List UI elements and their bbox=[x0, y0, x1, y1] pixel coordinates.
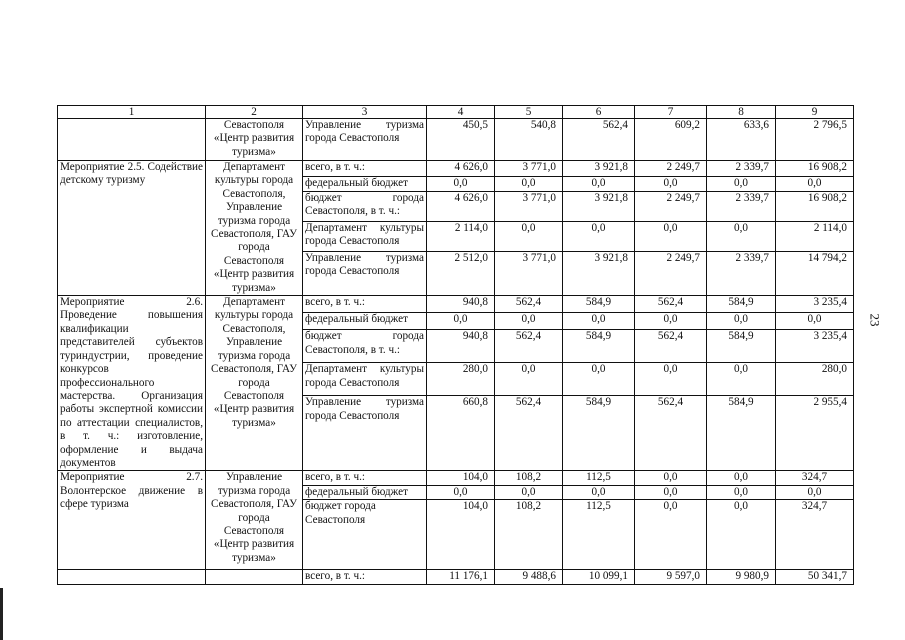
value-cell: 4 626,0 bbox=[427, 192, 495, 222]
value-cell: 0,0 bbox=[495, 363, 563, 396]
source-cell: бюджет города Севастополя bbox=[303, 500, 427, 570]
value-cell: 104,0 bbox=[427, 471, 495, 485]
value-cell: 0,0 bbox=[635, 500, 707, 570]
table-header-row bbox=[58, 106, 854, 119]
value-cell: 633,6 bbox=[707, 119, 776, 161]
source-cell: Департамент культуры города Севастополя bbox=[303, 363, 427, 396]
value-cell: 0,0 bbox=[495, 485, 563, 499]
value-cell: 0,0 bbox=[563, 222, 635, 252]
value-cell: 584,9 bbox=[707, 330, 776, 363]
value-cell: 0,0 bbox=[707, 500, 776, 570]
value-cell: 108,2 bbox=[495, 500, 563, 570]
value-cell: 562,4 bbox=[495, 330, 563, 363]
source-cell: бюджет города Севастополя, в т. ч.: bbox=[303, 192, 427, 222]
value-cell: 0,0 bbox=[776, 485, 854, 499]
value-cell: 2 114,0 bbox=[427, 222, 495, 252]
source-cell: всего, в т. ч.: bbox=[303, 570, 427, 584]
executor-cell bbox=[206, 570, 303, 584]
value-cell: 3 771,0 bbox=[495, 161, 563, 177]
source-cell: федеральный бюджет bbox=[303, 176, 427, 192]
table-row bbox=[58, 161, 854, 177]
source-cell: всего, в т. ч.: bbox=[303, 296, 427, 313]
table-row bbox=[58, 119, 854, 161]
value-cell: 2 955,4 bbox=[776, 396, 854, 471]
value-cell: 280,0 bbox=[427, 363, 495, 396]
value-cell: 3 235,4 bbox=[776, 296, 854, 313]
event-cell: Мероприятие 2.5. Содействие детскому туризму bbox=[58, 161, 206, 296]
value-cell: 562,4 bbox=[635, 396, 707, 471]
value-cell: 0,0 bbox=[707, 485, 776, 499]
value-cell: 3 921,8 bbox=[563, 161, 635, 177]
event-cell: Мероприятие 2.6. Проведение повышения квалификации представителей субъектов туриндустрии, проведение конкурсов профессионального мастерства. Организация работы экспертной комиссии по аттестации специалистов, в т. ч.: изготовление, оформление и выдача документов bbox=[58, 296, 206, 471]
value-cell: 0,0 bbox=[635, 176, 707, 192]
value-cell: 112,5 bbox=[563, 500, 635, 570]
value-cell: 562,4 bbox=[635, 296, 707, 313]
value-cell: 609,2 bbox=[635, 119, 707, 161]
value-cell: 11 176,1 bbox=[427, 570, 495, 584]
value-cell: 660,8 bbox=[427, 396, 495, 471]
value-cell: 16 908,2 bbox=[776, 192, 854, 222]
value-cell: 562,4 bbox=[495, 296, 563, 313]
header-cell: 2 bbox=[206, 106, 303, 119]
value-cell: 3 771,0 bbox=[495, 192, 563, 222]
value-cell: 0,0 bbox=[707, 363, 776, 396]
value-cell: 0,0 bbox=[427, 313, 495, 330]
value-cell: 540,8 bbox=[495, 119, 563, 161]
value-cell: 0,0 bbox=[635, 313, 707, 330]
value-cell: 0,0 bbox=[707, 313, 776, 330]
source-cell: всего, в т. ч.: bbox=[303, 471, 427, 485]
value-cell: 280,0 bbox=[776, 363, 854, 396]
value-cell: 584,9 bbox=[563, 296, 635, 313]
table-total-row bbox=[58, 570, 854, 584]
value-cell: 0,0 bbox=[635, 363, 707, 396]
value-cell: 0,0 bbox=[427, 485, 495, 499]
value-cell: 0,0 bbox=[635, 471, 707, 485]
table-row bbox=[58, 296, 854, 313]
value-cell: 2 249,7 bbox=[635, 192, 707, 222]
value-cell: 0,0 bbox=[707, 471, 776, 485]
source-cell: Управление туризма города Севастополя bbox=[303, 396, 427, 471]
value-cell: 562,4 bbox=[495, 396, 563, 471]
value-cell: 10 099,1 bbox=[563, 570, 635, 584]
value-cell: 3 771,0 bbox=[495, 252, 563, 296]
value-cell: 16 908,2 bbox=[776, 161, 854, 177]
source-cell: Управление туризма города Севастополя bbox=[303, 252, 427, 296]
header-cell: 3 bbox=[303, 106, 427, 119]
value-cell: 0,0 bbox=[707, 222, 776, 252]
value-cell: 3 921,8 bbox=[563, 252, 635, 296]
budget-table bbox=[57, 105, 854, 585]
value-cell: 3 921,8 bbox=[563, 192, 635, 222]
value-cell: 940,8 bbox=[427, 330, 495, 363]
value-cell: 0,0 bbox=[495, 313, 563, 330]
value-cell: 584,9 bbox=[707, 396, 776, 471]
executor-cell: Управление туризма города Севастополя, ГАУ города Севастополя «Центр развития туризма» bbox=[206, 471, 303, 570]
value-cell: 0,0 bbox=[563, 485, 635, 499]
value-cell: 2 796,5 bbox=[776, 119, 854, 161]
value-cell: 584,9 bbox=[563, 396, 635, 471]
value-cell: 14 794,2 bbox=[776, 252, 854, 296]
value-cell: 562,4 bbox=[563, 119, 635, 161]
table-row bbox=[58, 471, 854, 485]
source-cell: бюджет города Севастополя, в т. ч.: bbox=[303, 330, 427, 363]
header-cell: 7 bbox=[635, 106, 707, 119]
value-cell: 0,0 bbox=[635, 485, 707, 499]
header-cell: 4 bbox=[427, 106, 495, 119]
value-cell: 50 341,7 bbox=[776, 570, 854, 584]
source-cell: федеральный бюджет bbox=[303, 313, 427, 330]
value-cell: 9 488,6 bbox=[495, 570, 563, 584]
header-cell: 8 bbox=[707, 106, 776, 119]
event-cell bbox=[58, 570, 206, 584]
value-cell: 0,0 bbox=[776, 313, 854, 330]
source-cell: Управление туризма города Севастополя bbox=[303, 119, 427, 161]
value-cell: 2 339,7 bbox=[707, 192, 776, 222]
scan-edge-mark bbox=[0, 588, 3, 640]
value-cell: 2 339,7 bbox=[707, 161, 776, 177]
source-cell: всего, в т. ч.: bbox=[303, 161, 427, 177]
event-cell bbox=[58, 119, 206, 161]
value-cell: 0,0 bbox=[563, 313, 635, 330]
value-cell: 0,0 bbox=[563, 176, 635, 192]
value-cell: 0,0 bbox=[495, 222, 563, 252]
header-cell: 6 bbox=[563, 106, 635, 119]
value-cell: 0,0 bbox=[495, 176, 563, 192]
value-cell: 562,4 bbox=[635, 330, 707, 363]
value-cell: 2 114,0 bbox=[776, 222, 854, 252]
value-cell: 324,7 bbox=[776, 500, 854, 570]
header-cell: 1 bbox=[58, 106, 206, 119]
value-cell: 9 980,9 bbox=[707, 570, 776, 584]
value-cell: 3 235,4 bbox=[776, 330, 854, 363]
value-cell: 104,0 bbox=[427, 500, 495, 570]
value-cell: 0,0 bbox=[563, 363, 635, 396]
value-cell: 0,0 bbox=[427, 176, 495, 192]
value-cell: 584,9 bbox=[563, 330, 635, 363]
value-cell: 2 339,7 bbox=[707, 252, 776, 296]
source-cell: Департамент культуры города Севастополя bbox=[303, 222, 427, 252]
value-cell: 2 249,7 bbox=[635, 252, 707, 296]
value-cell: 108,2 bbox=[495, 471, 563, 485]
value-cell: 0,0 bbox=[776, 176, 854, 192]
executor-cell: Севастополя «Центр развития туризма» bbox=[206, 119, 303, 161]
value-cell: 9 597,0 bbox=[635, 570, 707, 584]
page-number: 23 bbox=[867, 313, 883, 327]
value-cell: 2 249,7 bbox=[635, 161, 707, 177]
value-cell: 940,8 bbox=[427, 296, 495, 313]
header-cell: 9 bbox=[776, 106, 854, 119]
event-cell: Мероприятие 2.7. Волонтерское движение в сфере туризма bbox=[58, 471, 206, 570]
value-cell: 0,0 bbox=[635, 222, 707, 252]
value-cell: 584,9 bbox=[707, 296, 776, 313]
header-cell: 5 bbox=[495, 106, 563, 119]
value-cell: 2 512,0 bbox=[427, 252, 495, 296]
value-cell: 4 626,0 bbox=[427, 161, 495, 177]
value-cell: 450,5 bbox=[427, 119, 495, 161]
source-cell: федеральный бюджет bbox=[303, 485, 427, 499]
value-cell: 324,7 bbox=[776, 471, 854, 485]
executor-cell: Департамент культуры города Севастополя, Управление туризма города Севастополя, ГАУ города Севастополя «Центр развития туризма» bbox=[206, 161, 303, 296]
executor-cell: Департамент культуры города Севастополя, Управление туризма города Севастополя, ГАУ города Севастополя «Центр развития туризма» bbox=[206, 296, 303, 471]
value-cell: 112,5 bbox=[563, 471, 635, 485]
value-cell: 0,0 bbox=[707, 176, 776, 192]
